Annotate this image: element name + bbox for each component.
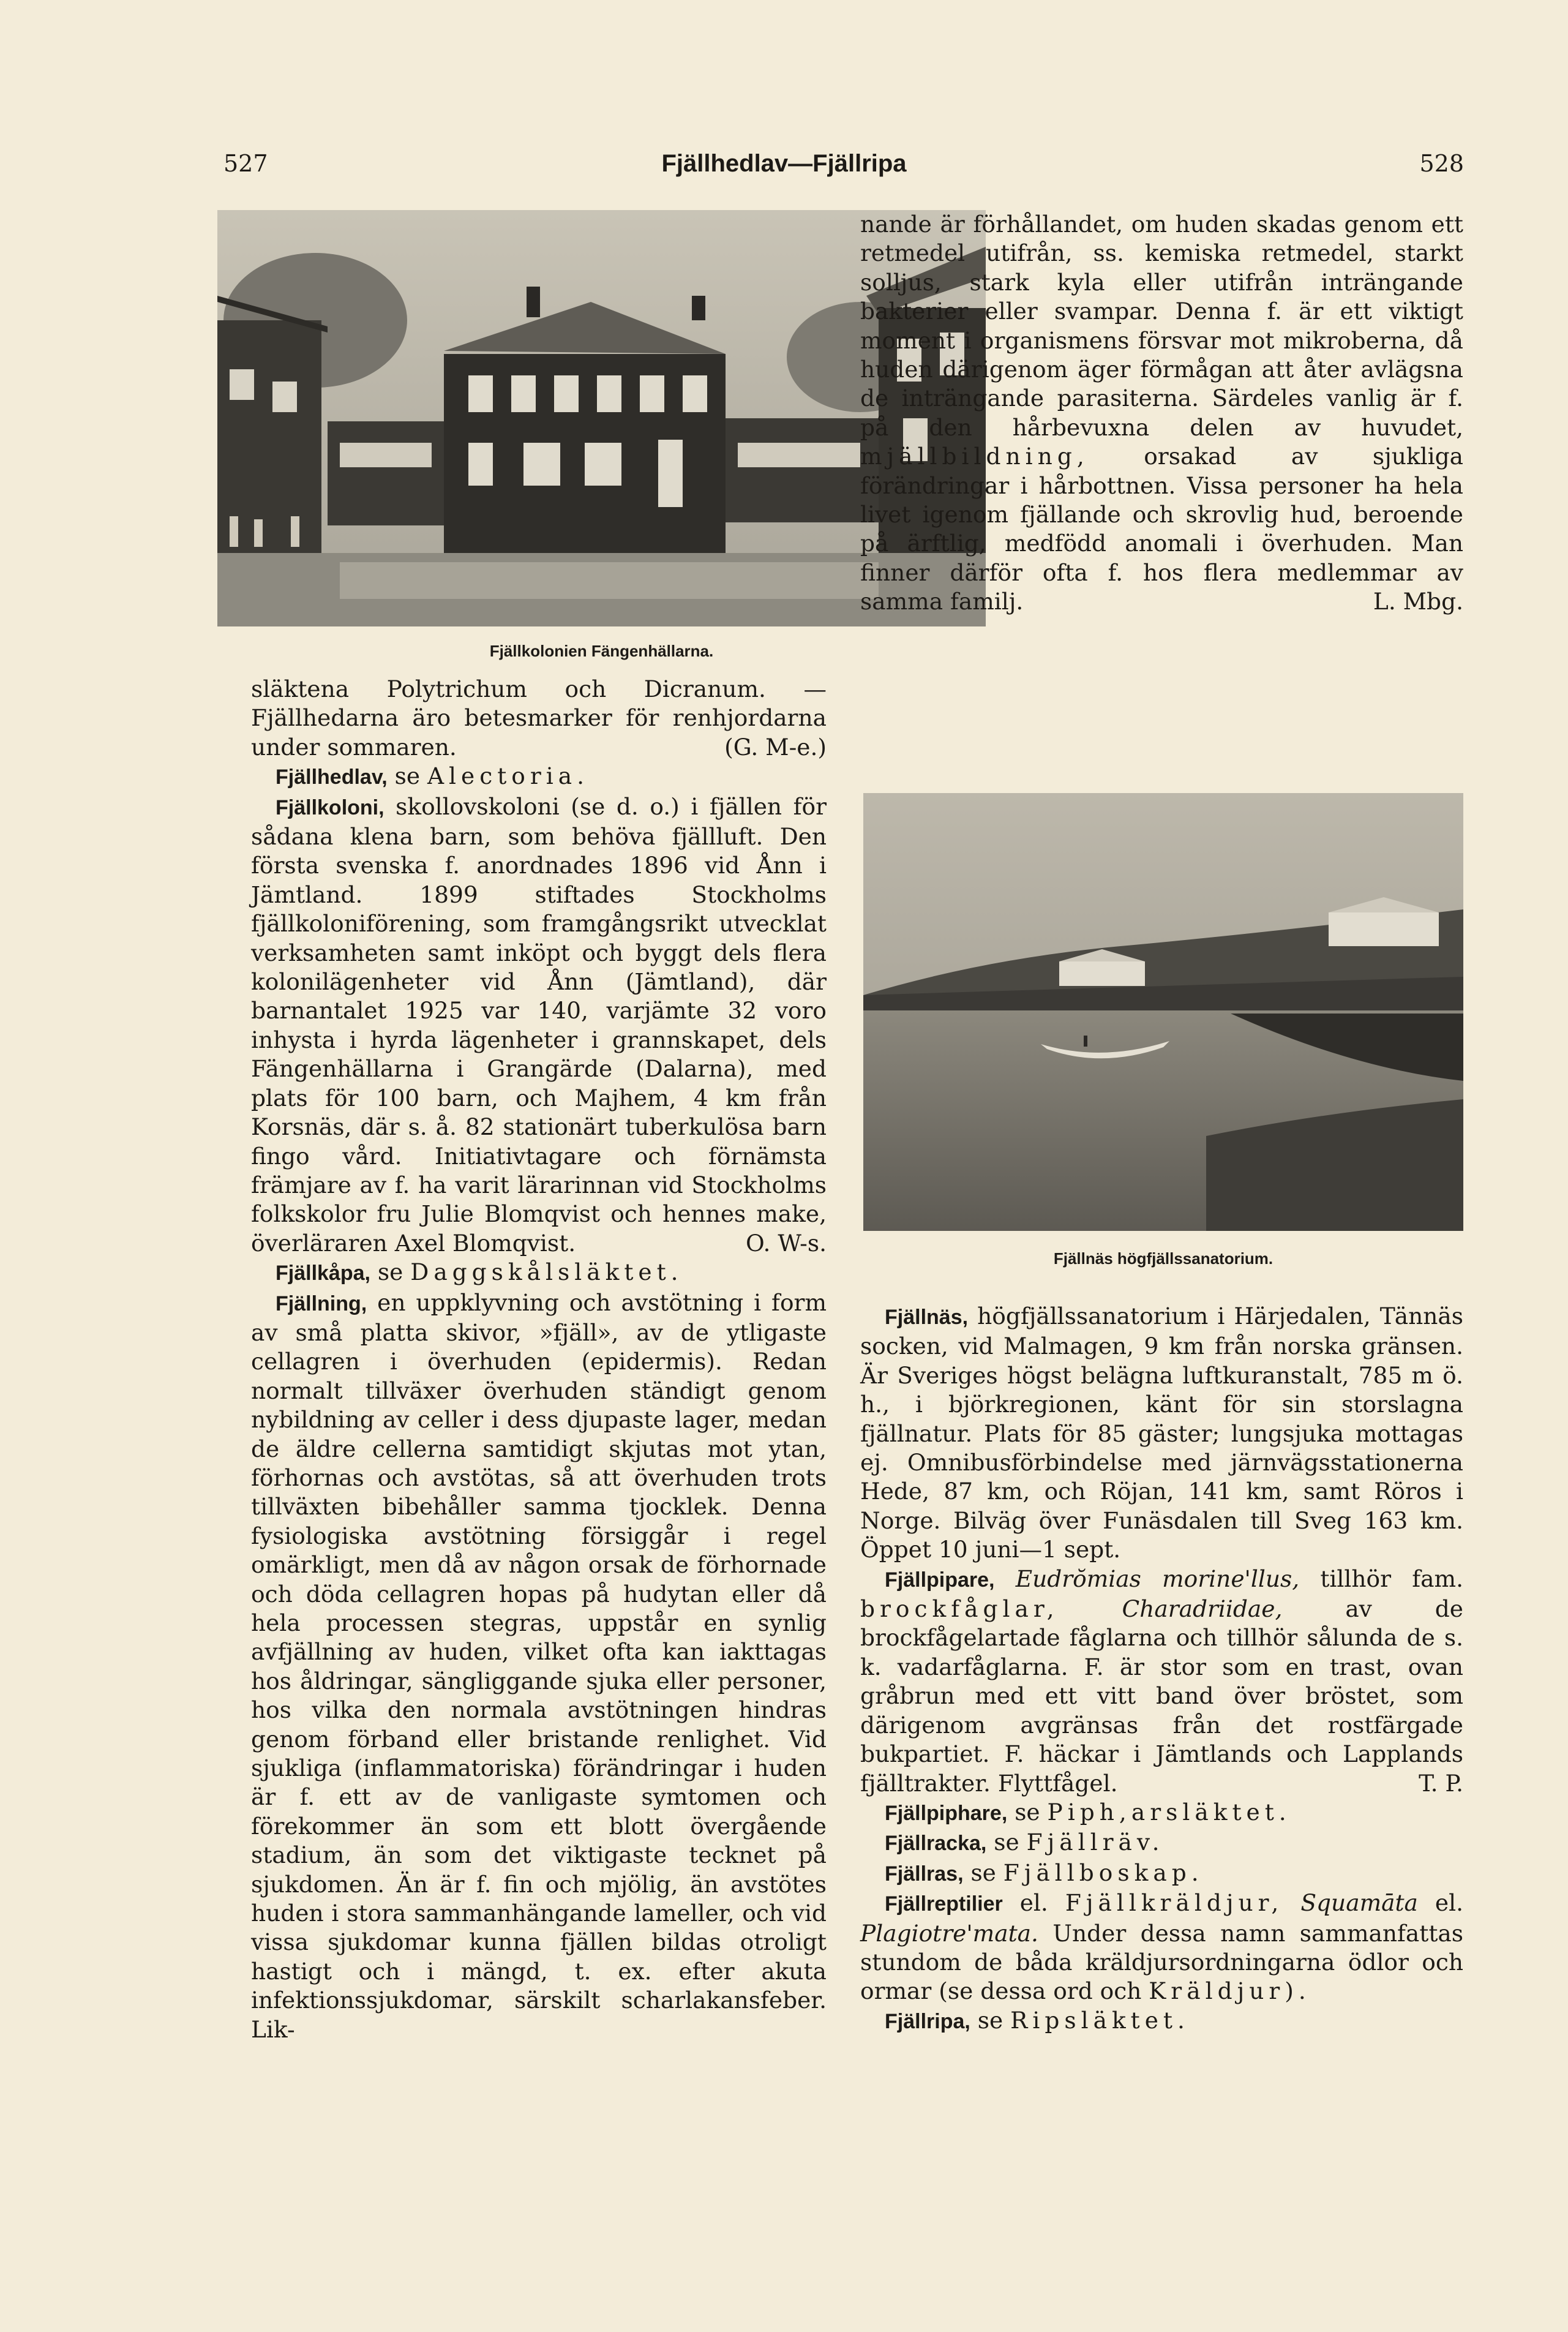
entry-fjallnas [860, 1302, 1463, 1565]
entry-headword: Fjällracka, [885, 1832, 987, 1856]
author-signature: O. W-s. [745, 1229, 827, 1257]
entry-headword: Fjällripa, [885, 2009, 970, 2033]
entry-text: se [394, 762, 421, 790]
entry-text: se [994, 1829, 1019, 1856]
spaced-term: mjällbildning, [860, 443, 1089, 470]
entry-fjallkapa [251, 1258, 827, 1288]
cross-reference: Piph,arsläktet. [1047, 1798, 1291, 1826]
right-column-bottom [860, 1302, 1463, 2036]
latin-name: Eudrŏmias morine'llus, [1015, 1565, 1300, 1592]
cross-reference: Kräldjur). [1149, 1977, 1311, 2005]
running-title: Fjällhedlav—Fjällripa [661, 150, 907, 177]
page-number-right: 528 [1419, 150, 1464, 177]
sanatorium-photo-image [863, 793, 1463, 1231]
entry-fjallpiphare [860, 1798, 1463, 1828]
entry-text: en uppklyvning och avstötning i form av små platta skivor, »fjäll», av de ytligaste cellagren i överhuden (epidermis). Redan normalt tillväxer överhuden ständigt genom nybildning av celler i dess djupaste lager, medan de äldre cellerna samtidigt skjutas mot ytan, förhornas och avstötas, så att överhuden trots tillväxten bibehåller samma tjocklek. Denna fysiologiska avstötning försiggår i regel omärkligt, men då av någon orsak de förhornade och döda cellagren hopas på hudytan eller då hela processen stegras, uppstår en synlig avfjällning av huden, vilket ofta kan iakttagas hos åldringar, sängliggande sjuka eller personer, hos vilka den normala avstötningen hindras genom förband eller bristande renlighet. Vid sjukliga (inflammatoriska) förändringar i huden är f. ett av de vanligaste symtomen och förekommer än som ett blott övergående stadium, än som det viktigaste tecknet på sjukdomen. Än är f. fin och mjölig, än avstötes huden i stora sammanhängande lameller, och vid vissa sjukdomar kunna fjällen bildas otroligt hastigt och i mängd, t. ex. efter akuta infektionssjukdomar, särskilt scharlakansfeber. Lik- [251, 1288, 827, 2043]
entry-text: se [1015, 1798, 1040, 1826]
entry-headword: Fjällpipare, [885, 1568, 995, 1592]
entry-headword: Fjällreptilier [885, 1892, 1003, 1916]
sanatorium-photo [863, 793, 1463, 1231]
cross-reference: Daggskålsläktet. [410, 1258, 683, 1286]
entry-headword: Fjällpiphare, [885, 1801, 1008, 1825]
cross-reference: Ripsläktet. [1010, 2006, 1190, 2034]
entry-headword: Fjällning, [276, 1292, 367, 1315]
entry-text: nande är förhållandet, om huden skadas genom ett retmedel utifrån, ss. kemiska retmedel, starkt solljus, stark kyla eller utifrån inträngande bakterier eller svampar. Denna f. är ett viktigt moment i organismens försvar mot mikroberna, då huden därigenom äger förmågan att åter avlägsna de inträngande parasiterna. Särdeles vanlig är f. på den hårbevuxna delen av huvudet, [860, 211, 1463, 441]
latin-name: Plagiotre'mata. [860, 1919, 1038, 1947]
entry-text: släktena Polytrichum och Dicranum. — Fjällhedarna äro betesmarker för renhjordarna under sommaren. [251, 675, 827, 761]
entry-text: skollovskoloni (se d. o.) i fjällen för sådana klena barn, som behöva fjällluft. Den första svenska f. anordnades 1896 vid Ånn i Jämtland. 1899 stiftades Stockholms fjällkoloniförening, som framgångsrikt utvecklat verksamheten samt inköpt och byggt dels flera kolonilägenheter vid Ånn (Jämtland), där barnantalet 1925 var 140, varjämte 32 voro inhysta i hyrda lägenheter i grannskapet, dels Fängenhällarna i Grangärde (Dalarna), med plats för 100 barn, och Majhem, 4 km från Korsnäs, där s. å. 82 stationärt tuberkulösa barn fingo vård. Initiativtagare och förnämsta främjare av f. ha varit lärarinnan vid Stockholms folkskolor fru Julie Blomqvist och hennes make, överläraren Axel Blomqvist. [251, 792, 827, 1257]
latin-name: Squamāta [1300, 1889, 1418, 1917]
entry-text: el. [1019, 1889, 1048, 1917]
entry-fjallkoloni [251, 792, 827, 1258]
entry-text: Under dessa namn sammanfattas stundom de båda kräldjursordningarna ödlor och ormar (se dessa ord och [860, 1919, 1464, 2005]
entry-text: se [377, 1258, 403, 1286]
author-signature: T. P. [1419, 1769, 1463, 1797]
cross-reference: brockfåglar, [860, 1595, 1059, 1623]
author-signature: L. Mbg. [1373, 588, 1463, 615]
entry-headword: Fjällkoloni, [276, 796, 384, 819]
entry-headword: Fjällras, [885, 1862, 964, 1886]
entry-fjallning-continuation [860, 210, 1463, 617]
entry-text: högfjällssanatorium i Härjedalen, Tännäs socken, vid Malmagen, 9 km från norska gränsen. Är Sveriges högst belägna luftkuranstalt, 785 m ö. h., i björkregionen, känt för sin storslagna fjällnatur. Plats för 85 gäster; lungsjuka mottagas ej. Omnibusförbindelse med järnvägsstationerna Hede, 87 km, och Röjan, 141 km, samt Röros i Norge. Bilväg över Funäsdalen till Sveg 163 km. Öppet 10 juni—1 sept. [860, 1303, 1463, 1563]
cross-reference: Fjällräv. [1026, 1829, 1165, 1856]
entry-text: se [977, 2006, 1003, 2034]
entry-headword: Fjällhedlav, [276, 765, 388, 789]
entry-headword: Fjällkåpa, [276, 1262, 370, 1285]
cross-reference: Fjällkräldjur, [1065, 1889, 1284, 1917]
entry-text: se [970, 1859, 996, 1886]
entry-fjallhedlav [251, 762, 827, 792]
left-column [251, 675, 827, 2044]
entry-fjallhedar-continuation [251, 675, 827, 762]
author-signature: (G. M-e.) [724, 733, 827, 761]
right-column-top [860, 210, 1463, 617]
entry-fjallras [860, 1859, 1463, 1889]
page-number-left: 527 [223, 150, 268, 177]
entry-headword: Fjällnäs, [885, 1306, 969, 1329]
entry-text: el. [1435, 1889, 1464, 1917]
latin-name: Charadriidae, [1122, 1595, 1283, 1623]
entry-text: av de brockfågelartade fåglarna och tillhör sålunda de s. k. vadarfåglarna. F. är stor som en trast, ovan gråbrun med ett vitt band över bröstet, som därigenom avgränsas från det rostfärgade bukpartiet. F. häckar i Jämtlands och Lapplands fjälltrakter. Flyttfågel. [860, 1595, 1463, 1797]
entry-fjallpipare [860, 1565, 1463, 1798]
entry-fjallreptilier [860, 1889, 1463, 2006]
entry-fjallracka [860, 1828, 1463, 1858]
entry-text: tillhör fam. [1320, 1565, 1463, 1592]
entry-text: orsakad av sjukliga förändringar i hårbottnen. Vissa personer ha hela livet igenom fjällande och skrovlig hud, beroende på ärftlig, medfödd anomali i överhuden. Man finner därför ofta f. hos flera medlemmar av samma familj. [860, 443, 1464, 615]
cross-reference: Fjällboskap. [1003, 1859, 1204, 1886]
entry-fjallning [251, 1288, 827, 2045]
sanatorium-photo-caption: Fjällnäs högfjällssanatorium. [1053, 1249, 1274, 1268]
colony-photo-caption: Fjällkolonien Fängenhällarna. [489, 642, 714, 660]
entry-fjallripa [860, 2006, 1463, 2036]
cross-reference: Alectoria. [427, 762, 590, 790]
